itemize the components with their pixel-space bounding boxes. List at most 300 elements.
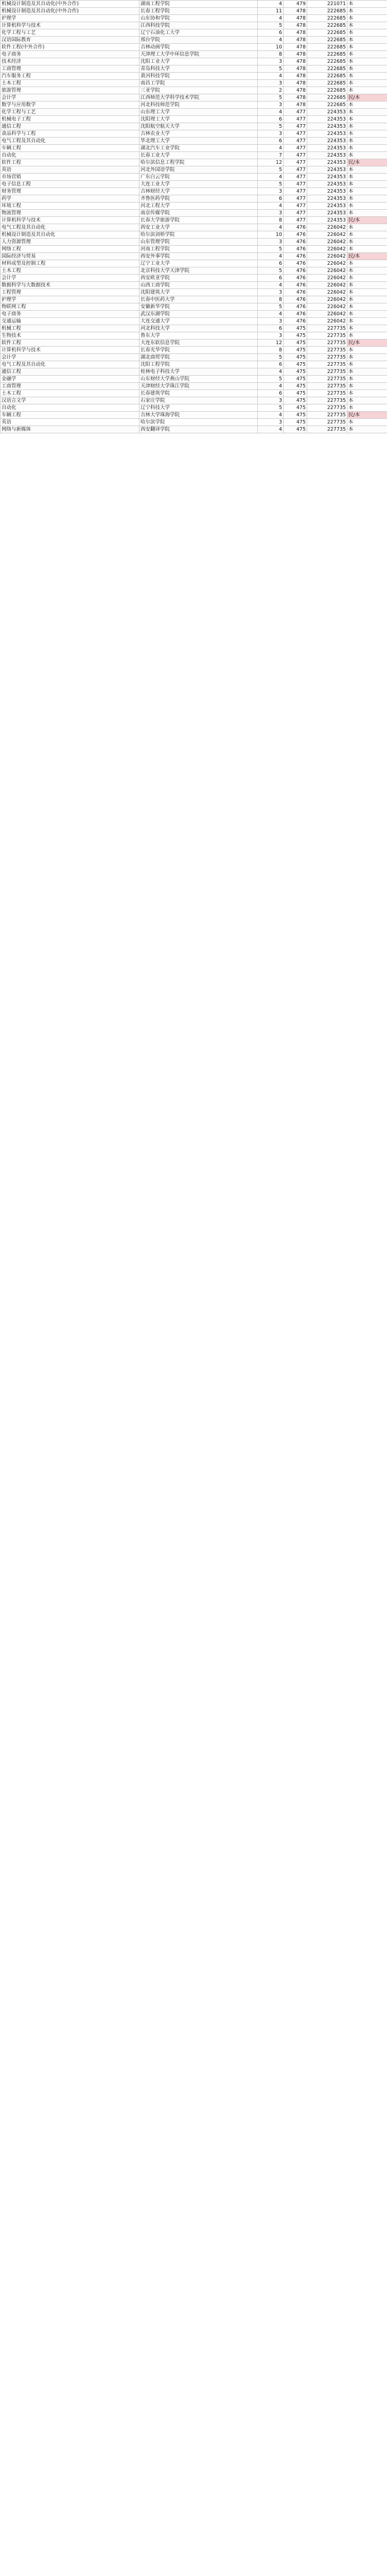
major-cell: 财务管理 [1,188,139,195]
table-row [1,116,387,123]
note-cell: 本 [347,101,387,109]
school-cell: 湖北汽车工业学院 [139,145,258,152]
rank-cell: 226042 [307,275,347,282]
note-cell: 本 [347,44,387,51]
score-cell: 476 [284,289,307,296]
score-cell: 477 [284,195,307,202]
rank-cell: 224353 [307,217,347,224]
school-cell: 吉林大学珠海学院 [139,412,258,419]
school-cell: 辽宁石油化工大学 [139,29,258,37]
quota-cell: 6 [258,275,284,282]
school-cell: 沈阳工业大学 [139,58,258,65]
score-cell: 478 [284,22,307,29]
quota-cell: 12 [258,159,284,166]
major-cell: 土木工程 [1,267,139,275]
note-cell: 本 [347,347,387,354]
note-cell: 本 [347,332,387,340]
major-cell: 电气工程及其自动化 [1,361,139,368]
rank-cell: 226042 [307,246,347,253]
note-cell: 本 [347,188,387,195]
school-cell: 青岛科技大学 [139,65,258,73]
table-row [1,253,387,260]
school-cell: 广东白云学院 [139,174,258,181]
school-cell: 邢台学院 [139,37,258,44]
major-cell: 土木工程 [1,390,139,397]
major-cell: 自动化 [1,404,139,412]
table-row [1,231,387,239]
rank-cell: 227735 [307,404,347,412]
major-cell: 护理学 [1,296,139,303]
quota-cell: 4 [258,37,284,44]
note-cell: 本 [347,116,387,123]
quota-cell: 4 [258,73,284,80]
school-cell: 天津财经大学珠江学院 [139,383,258,390]
note-cell: 本 [347,311,387,318]
major-cell: 机械设计制造及其自动化 [1,231,139,239]
note-cell: 本 [347,354,387,361]
major-cell: 机械设计制造及其自动化(中外合作) [1,8,139,15]
score-cell: 478 [284,51,307,58]
school-cell: 哈尔滨学院 [139,419,258,426]
score-cell: 475 [284,412,307,419]
quota-cell: 4 [258,368,284,376]
score-cell: 477 [284,152,307,159]
note-cell: 本 [347,109,387,116]
note-cell: 本 [347,282,387,289]
note-cell: 本 [347,224,387,231]
table-row [1,94,387,101]
rank-cell: 224353 [307,116,347,123]
note-cell: 本 [347,318,387,325]
quota-cell: 4 [258,224,284,231]
major-cell: 物联网工程 [1,303,139,311]
table-row [1,65,387,73]
score-cell: 477 [284,174,307,181]
rank-cell: 222685 [307,58,347,65]
major-cell: 电气工程及其自动化 [1,138,139,145]
quota-cell: 6 [258,29,284,37]
score-cell: 476 [284,311,307,318]
rank-cell: 222685 [307,8,347,15]
rank-cell: 226042 [307,231,347,239]
quota-cell: 3 [258,80,284,87]
rank-cell: 227735 [307,340,347,347]
note-cell: 本 [347,195,387,202]
score-cell: 478 [284,94,307,101]
major-cell: 工商管理 [1,383,139,390]
school-cell: 长春光华学院 [139,347,258,354]
rank-cell: 222685 [307,22,347,29]
school-cell: 南昌工学院 [139,80,258,87]
major-cell: 电子商务 [1,51,139,58]
major-cell: 会计学 [1,275,139,282]
major-cell: 英语 [1,166,139,174]
note-cell: 本 [347,8,387,15]
score-cell: 476 [284,246,307,253]
quota-cell: 4 [258,1,284,8]
table-row [1,390,387,397]
rank-cell: 222685 [307,73,347,80]
major-cell: 汽车服务工程 [1,73,139,80]
quota-cell: 3 [258,289,284,296]
school-cell: 西安翻译学院 [139,426,258,433]
score-cell: 477 [284,217,307,224]
note-cell: 本 [347,22,387,29]
table-row [1,37,387,44]
quota-cell: 4 [258,426,284,433]
school-cell: 长春建筑学院 [139,390,258,397]
school-cell: 大连交通大学 [139,318,258,325]
school-cell: 武汉东湖学院 [139,311,258,318]
rank-cell: 224353 [307,130,347,138]
score-cell: 475 [284,419,307,426]
major-cell: 人力资源管理 [1,239,139,246]
table-row [1,188,387,195]
school-cell: 鲁东大学 [139,332,258,340]
quota-cell: 5 [258,376,284,383]
table-row [1,123,387,130]
note-cell: 本 [347,174,387,181]
note-cell: 本 [347,123,387,130]
table-row [1,332,387,340]
score-cell: 478 [284,37,307,44]
school-cell: 大连工业大学 [139,181,258,188]
major-cell: 机械设计制造及其自动化(中外合作) [1,1,139,8]
score-cell: 476 [284,231,307,239]
note-cell: 本 [347,303,387,311]
table-row [1,224,387,231]
quota-cell: 5 [258,65,284,73]
score-cell: 475 [284,383,307,390]
major-cell: 数学与应用数学 [1,101,139,109]
quota-cell: 5 [258,22,284,29]
score-cell: 475 [284,404,307,412]
rank-cell: 222685 [307,80,347,87]
major-cell: 机械工程 [1,325,139,332]
note-cell: 本 [347,239,387,246]
note-cell: 本 [347,376,387,383]
score-cell: 478 [284,80,307,87]
major-cell: 材料成型及控制工程 [1,260,139,267]
score-cell: 476 [284,224,307,231]
score-cell: 478 [284,29,307,37]
school-cell: 河北科技师范学院 [139,101,258,109]
school-cell: 吉林农业大学 [139,130,258,138]
school-cell: 辽宁科技大学 [139,404,258,412]
quota-cell: 5 [258,94,284,101]
major-cell: 食品科学与工程 [1,130,139,138]
rank-cell: 227735 [307,368,347,376]
note-cell: 本 [347,397,387,404]
major-cell: 软件工程 [1,159,139,166]
note-cell: 民/本 [347,340,387,347]
quota-cell: 5 [258,246,284,253]
school-cell: 山东财经大学燕山学院 [139,376,258,383]
rank-cell: 226042 [307,224,347,231]
note-cell: 本 [347,296,387,303]
quota-cell: 4 [258,109,284,116]
table-row [1,166,387,174]
school-cell: 华北理工大学 [139,138,258,145]
rank-cell: 224353 [307,145,347,152]
table-row [1,210,387,217]
major-cell: 网络工程 [1,246,139,253]
school-cell: 河北工程大学 [139,202,258,210]
note-cell: 本 [347,383,387,390]
score-cell: 476 [284,303,307,311]
table-row [1,354,387,361]
note-cell: 本 [347,231,387,239]
note-cell: 本 [347,404,387,412]
school-cell: 北京科技大学天津学院 [139,267,258,275]
score-cell: 476 [284,282,307,289]
major-cell: 通信工程 [1,368,139,376]
score-cell: 477 [284,166,307,174]
note-cell: 本 [347,51,387,58]
major-cell: 会计学 [1,94,139,101]
score-cell: 476 [284,239,307,246]
quota-cell: 3 [258,130,284,138]
major-cell: 工程管理 [1,289,139,296]
score-cell: 477 [284,145,307,152]
school-cell: 河北外国语学院 [139,166,258,174]
school-cell: 长春大学旅游学院 [139,217,258,224]
rank-cell: 224353 [307,202,347,210]
score-cell: 475 [284,426,307,433]
quota-cell: 2 [258,87,284,94]
quota-cell: 10 [258,44,284,51]
note-cell: 本 [347,166,387,174]
quota-cell: 8 [258,347,284,354]
score-cell: 477 [284,109,307,116]
note-cell: 民/本 [347,94,387,101]
major-cell: 电气工程及其自动化 [1,224,139,231]
school-cell: 大连东软信息学院 [139,340,258,347]
table-row [1,58,387,65]
table-row [1,174,387,181]
quota-cell: 3 [258,332,284,340]
note-cell: 本 [347,289,387,296]
table-row [1,217,387,224]
major-cell: 会计学 [1,354,139,361]
rank-cell: 222685 [307,94,347,101]
quota-cell: 6 [258,260,284,267]
rank-cell: 224353 [307,152,347,159]
quota-cell: 4 [258,202,284,210]
note-cell: 本 [347,426,387,433]
note-cell: 本 [347,58,387,65]
rank-cell: 227735 [307,426,347,433]
note-cell: 本 [347,37,387,44]
quota-cell: 6 [258,390,284,397]
score-cell: 475 [284,354,307,361]
score-cell: 475 [284,325,307,332]
note-cell: 本 [347,152,387,159]
score-cell: 477 [284,181,307,188]
table-row [1,1,387,8]
score-cell: 479 [284,1,307,8]
major-cell: 车辆工程 [1,145,139,152]
score-cell: 477 [284,138,307,145]
note-cell: 民/本 [347,217,387,224]
table-row [1,260,387,267]
school-cell: 南京传媒学院 [139,210,258,217]
table-row [1,181,387,188]
major-cell: 技术经济 [1,58,139,65]
quota-cell: 10 [258,231,284,239]
score-cell: 477 [284,210,307,217]
rank-cell: 227735 [307,419,347,426]
major-cell: 电子商务 [1,311,139,318]
table-row [1,87,387,94]
rank-cell: 227735 [307,325,347,332]
major-cell: 交通运输 [1,318,139,325]
table-row [1,289,387,296]
major-cell: 金融学 [1,376,139,383]
score-cell: 475 [284,368,307,376]
note-cell: 本 [347,138,387,145]
major-cell: 市场营销 [1,174,139,181]
table-row [1,101,387,109]
quota-cell: 8 [258,51,284,58]
quota-cell: 6 [258,195,284,202]
school-cell: 齐鲁医药学院 [139,195,258,202]
table-row [1,318,387,325]
quota-cell: 3 [258,188,284,195]
table-row [1,239,387,246]
table-row [1,303,387,311]
quota-cell: 5 [258,404,284,412]
note-cell: 本 [347,1,387,8]
rank-cell: 224353 [307,159,347,166]
school-cell: 长春工程学院 [139,8,258,15]
school-cell: 湖南工程学院 [139,1,258,8]
note-cell: 本 [347,267,387,275]
note-cell: 本 [347,390,387,397]
major-cell: 汉语国际教育 [1,37,139,44]
table-row [1,152,387,159]
rank-cell: 227735 [307,354,347,361]
quota-cell: 12 [258,340,284,347]
rank-cell: 227735 [307,361,347,368]
school-cell: 石家庄学院 [139,397,258,404]
quota-cell: 5 [258,181,284,188]
school-cell: 哈尔滨信息工程学院 [139,159,258,166]
rank-cell: 226042 [307,282,347,289]
rank-cell: 226042 [307,311,347,318]
score-table-sheet [0,0,387,433]
table-row [1,138,387,145]
table-row [1,426,387,433]
school-cell: 辽宁工业大学 [139,260,258,267]
school-cell: 沈阳航空航天大学 [139,123,258,130]
score-cell: 477 [284,188,307,195]
major-cell: 环境工程 [1,202,139,210]
score-cell: 478 [284,58,307,65]
major-cell: 网络与新媒体 [1,426,139,433]
table-row [1,8,387,15]
table-row [1,412,387,419]
school-cell: 长春工业大学 [139,152,258,159]
quota-cell: 4 [258,282,284,289]
rank-cell: 227735 [307,412,347,419]
major-cell: 车辆工程 [1,412,139,419]
quota-cell: 5 [258,303,284,311]
rank-cell: 222685 [307,87,347,94]
table-row [1,376,387,383]
major-cell: 生物技术 [1,332,139,340]
quota-cell: 3 [258,58,284,65]
quota-cell: 8 [258,217,284,224]
note-cell: 本 [347,325,387,332]
table-row [1,145,387,152]
note-cell: 本 [347,246,387,253]
quota-cell: 5 [258,166,284,174]
rank-cell: 226042 [307,260,347,267]
table-row [1,29,387,37]
note-cell: 本 [347,202,387,210]
rank-cell: 222685 [307,29,347,37]
major-cell: 通信工程 [1,123,139,130]
school-cell: 安徽新华学院 [139,303,258,311]
quota-cell: 3 [258,318,284,325]
note-cell: 本 [347,368,387,376]
quota-cell: 6 [258,116,284,123]
rank-cell: 224353 [307,123,347,130]
table-row [1,361,387,368]
school-cell: 黄河科技学院 [139,73,258,80]
quota-cell: 6 [258,361,284,368]
score-cell: 476 [284,296,307,303]
note-cell: 民/本 [347,253,387,260]
rank-cell: 224353 [307,174,347,181]
score-cell: 475 [284,340,307,347]
major-cell: 旅游管理 [1,87,139,94]
table-row [1,383,387,390]
major-cell: 汉语言文学 [1,397,139,404]
quota-cell: 4 [258,174,284,181]
major-cell: 计算机科学与技术 [1,347,139,354]
quota-cell: 4 [258,253,284,260]
rank-cell: 222685 [307,51,347,58]
school-cell: 河南工程学院 [139,246,258,253]
major-cell: 土木工程 [1,80,139,87]
quota-cell: 5 [258,354,284,361]
rank-cell: 227735 [307,347,347,354]
rank-cell: 227735 [307,376,347,383]
admission-score-table [0,0,387,433]
major-cell: 计算机科学与技术 [1,217,139,224]
quota-cell: 4 [258,383,284,390]
score-cell: 477 [284,130,307,138]
school-cell: 山东协和学院 [139,15,258,22]
major-cell: 化学工程与工艺 [1,29,139,37]
table-row [1,159,387,166]
table-row [1,296,387,303]
rank-cell: 227735 [307,332,347,340]
school-cell: 沈阳理工大学 [139,116,258,123]
score-cell: 478 [284,73,307,80]
quota-cell: 6 [258,325,284,332]
table-row [1,397,387,404]
score-cell: 475 [284,347,307,354]
table-row [1,73,387,80]
table-row [1,368,387,376]
major-cell: 国际经济与贸易 [1,253,139,260]
rank-cell: 222685 [307,101,347,109]
table-row [1,340,387,347]
score-cell: 478 [284,65,307,73]
